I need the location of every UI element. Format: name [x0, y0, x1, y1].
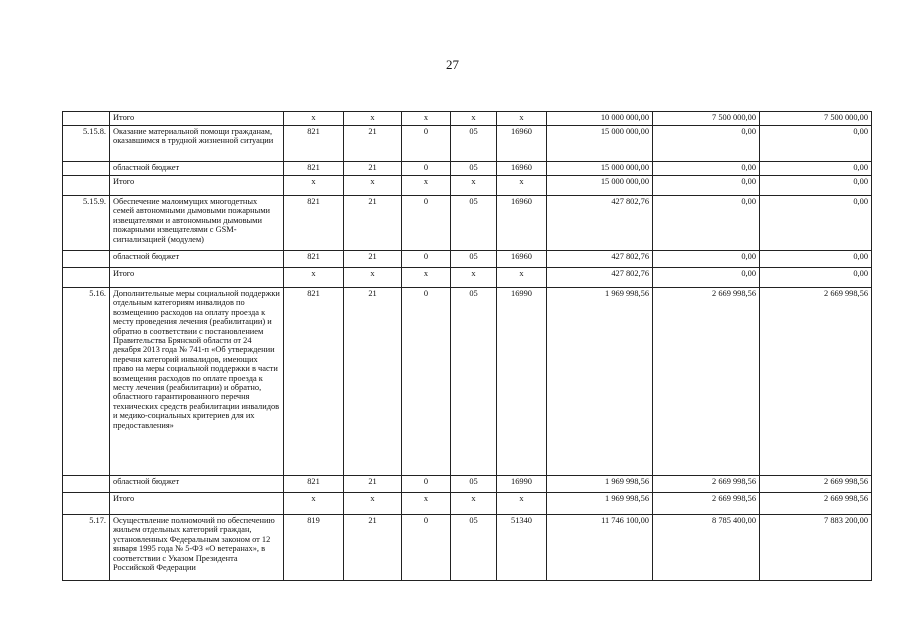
amount-year-1: 15 000 000,00: [547, 176, 653, 196]
code-subprogram: х: [402, 493, 451, 515]
code-direction: 16960: [497, 162, 547, 176]
code-subprogram: х: [402, 268, 451, 288]
amount-year-1: 11 746 100,00: [547, 515, 653, 581]
amount-year-3: 0,00: [760, 251, 872, 268]
row-name: Итого: [110, 176, 284, 196]
amount-year-2: 0,00: [653, 196, 760, 251]
row-index: 5.15.8.: [63, 126, 110, 162]
table-row: [63, 126, 872, 162]
table-row: [63, 196, 872, 251]
code-event: 05: [451, 515, 497, 581]
table-row: [63, 288, 872, 476]
code-program: 21: [344, 251, 402, 268]
row-name: Итого: [110, 268, 284, 288]
code-event: х: [451, 176, 497, 196]
amount-year-2: 7 500 000,00: [653, 112, 760, 126]
row-name: Оказание материальной помощи гражданам, оказавшимся в трудной жизненной ситуации: [110, 126, 284, 162]
amount-year-2: 0,00: [653, 251, 760, 268]
row-index: [63, 493, 110, 515]
row-index: [63, 476, 110, 493]
row-name: областной бюджет: [110, 476, 284, 493]
row-name: Обеспечение малоимущих многодетных семей автономными дымовыми пожарными извещателями и автономными дымовыми пожарными извещателями с GSM-сигнализацией (модулем): [110, 196, 284, 251]
amount-year-2: 8 785 400,00: [653, 515, 760, 581]
amount-year-1: 1 969 998,56: [547, 288, 653, 476]
amount-year-3: 2 669 998,56: [760, 493, 872, 515]
code-direction: 16960: [497, 126, 547, 162]
code-program: 21: [344, 515, 402, 581]
code-direction: 16960: [497, 251, 547, 268]
amount-year-1: 15 000 000,00: [547, 126, 653, 162]
code-event: 05: [451, 196, 497, 251]
row-name: областной бюджет: [110, 251, 284, 268]
table-row: [63, 251, 872, 268]
code-program: х: [344, 176, 402, 196]
row-name: Итого: [110, 112, 284, 126]
amount-year-3: 0,00: [760, 196, 872, 251]
amount-year-3: 7 500 000,00: [760, 112, 872, 126]
row-name: Осуществление полномочий по обеспечению жильем отдельных категорий граждан, установленных Федеральным законом от 12 января 1995 года № 5-ФЗ «О ветеранах», в соответствии с Указом Президента Российской Федерации: [110, 515, 284, 581]
amount-year-3: 0,00: [760, 176, 872, 196]
row-index: 5.17.: [63, 515, 110, 581]
amount-year-3: 0,00: [760, 268, 872, 288]
row-index: [63, 251, 110, 268]
code-subprogram: 0: [402, 288, 451, 476]
code-event: х: [451, 493, 497, 515]
code-subprogram: 0: [402, 162, 451, 176]
amount-year-2: 0,00: [653, 268, 760, 288]
row-index: 5.16.: [63, 288, 110, 476]
amount-year-2: 0,00: [653, 176, 760, 196]
amount-year-1: 1 969 998,56: [547, 476, 653, 493]
code-program: 21: [344, 476, 402, 493]
amount-year-1: 427 802,76: [547, 268, 653, 288]
code-direction: х: [497, 493, 547, 515]
amount-year-1: 1 969 998,56: [547, 493, 653, 515]
table-row: [63, 268, 872, 288]
amount-year-1: 15 000 000,00: [547, 162, 653, 176]
code-direction: 51340: [497, 515, 547, 581]
code-program: х: [344, 268, 402, 288]
code-subprogram: 0: [402, 251, 451, 268]
code-program: 21: [344, 126, 402, 162]
table-row: [63, 112, 872, 126]
row-name: Дополнительные меры социальной поддержки отдельным категориям инвалидов по возмещению расходов на оплату проезда к месту проведения лечения (реабилитации) и обратно в соответствии с постановлением Правительства Брянской области от 24 декабря 2013 года № 741-п «Об утверждении перечня категорий инвалидов, имеющих право на меры социальной поддержки в части возмещения расходов по оплате проезда к месту лечения (реабилитации) и обратно, областного гарантированного перечня технических средств реабилитации инвалидов и медико-социальных критериев для их предоставления»: [110, 288, 284, 476]
code-admin: 819: [284, 515, 344, 581]
table-body: [63, 112, 872, 581]
code-admin: 821: [284, 251, 344, 268]
amount-year-3: 7 883 200,00: [760, 515, 872, 581]
code-event: 05: [451, 288, 497, 476]
code-direction: 16990: [497, 288, 547, 476]
amount-year-2: 2 669 998,56: [653, 493, 760, 515]
code-direction: 16990: [497, 476, 547, 493]
code-program: 21: [344, 196, 402, 251]
code-event: х: [451, 112, 497, 126]
amount-year-1: 10 000 000,00: [547, 112, 653, 126]
code-admin: 821: [284, 476, 344, 493]
code-admin: х: [284, 112, 344, 126]
code-event: х: [451, 268, 497, 288]
code-admin: х: [284, 493, 344, 515]
code-direction: х: [497, 112, 547, 126]
row-name: областной бюджет: [110, 162, 284, 176]
code-subprogram: 0: [402, 196, 451, 251]
row-index: [63, 112, 110, 126]
code-admin: 821: [284, 196, 344, 251]
code-subprogram: х: [402, 112, 451, 126]
row-index: 5.15.9.: [63, 196, 110, 251]
amount-year-3: 2 669 998,56: [760, 476, 872, 493]
amount-year-3: 0,00: [760, 126, 872, 162]
amount-year-2: 2 669 998,56: [653, 476, 760, 493]
amount-year-1: 427 802,76: [547, 251, 653, 268]
code-admin: 821: [284, 162, 344, 176]
amount-year-3: 0,00: [760, 162, 872, 176]
code-program: х: [344, 493, 402, 515]
code-subprogram: 0: [402, 515, 451, 581]
code-program: 21: [344, 288, 402, 476]
code-subprogram: 0: [402, 126, 451, 162]
code-subprogram: х: [402, 176, 451, 196]
amount-year-2: 0,00: [653, 126, 760, 162]
code-event: 05: [451, 476, 497, 493]
code-admin: 821: [284, 126, 344, 162]
code-direction: х: [497, 268, 547, 288]
code-event: 05: [451, 162, 497, 176]
row-index: [63, 268, 110, 288]
code-admin: х: [284, 176, 344, 196]
row-index: [63, 176, 110, 196]
code-admin: х: [284, 268, 344, 288]
code-program: 21: [344, 162, 402, 176]
amount-year-3: 2 669 998,56: [760, 288, 872, 476]
amount-year-2: 2 669 998,56: [653, 288, 760, 476]
table-row: [63, 515, 872, 581]
amount-year-2: 0,00: [653, 162, 760, 176]
code-event: 05: [451, 126, 497, 162]
code-direction: х: [497, 176, 547, 196]
table-row: [63, 176, 872, 196]
table-row: [63, 476, 872, 493]
budget-table: [62, 111, 872, 581]
row-index: [63, 162, 110, 176]
page-number: 27: [446, 57, 459, 72]
table-row: [63, 162, 872, 176]
code-direction: 16960: [497, 196, 547, 251]
code-subprogram: 0: [402, 476, 451, 493]
row-name: Итого: [110, 493, 284, 515]
code-event: 05: [451, 251, 497, 268]
code-program: х: [344, 112, 402, 126]
table-row: [63, 493, 872, 515]
amount-year-1: 427 802,76: [547, 196, 653, 251]
code-admin: 821: [284, 288, 344, 476]
